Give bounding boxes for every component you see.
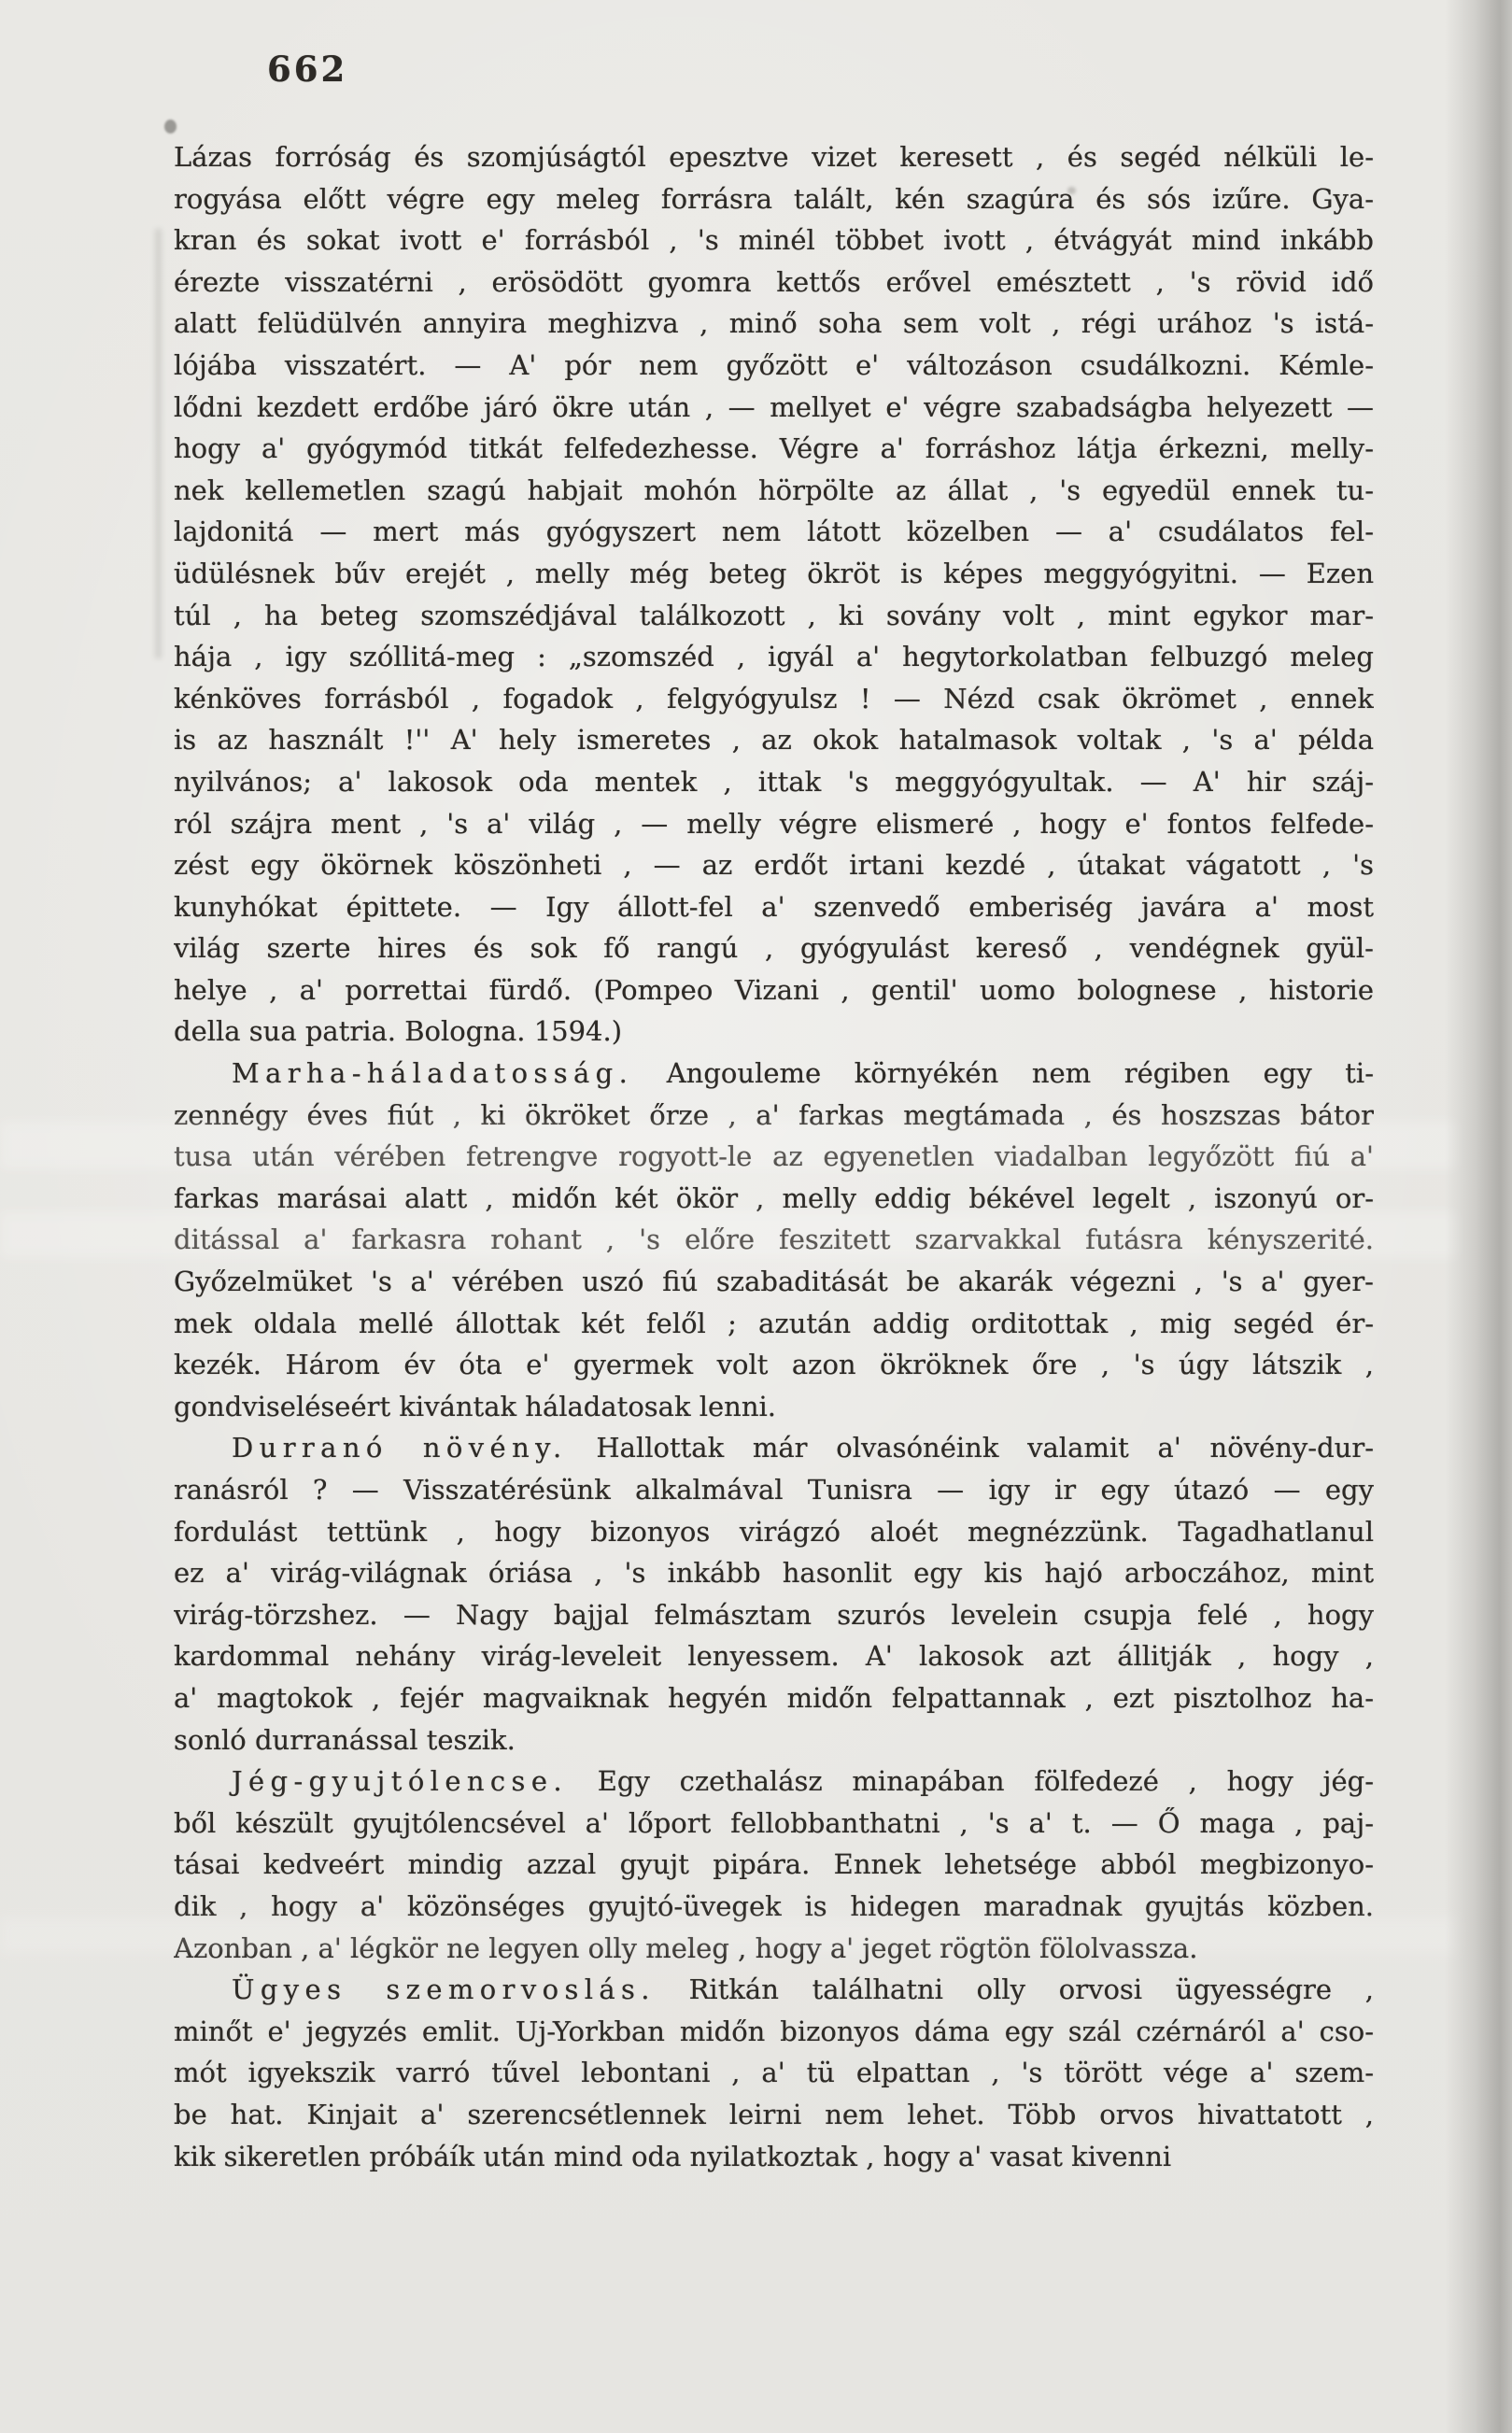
text-line: kunyhókat épittete. — Igy állott-fel a' szenvedő emberiség javára a' most (174, 890, 1374, 923)
text-line: gondviseléseért kivántak háladatosak lenni. (174, 1390, 777, 1422)
text-line: ez a' virág-világnak óriása , 's inkább hasonlit egy kis hajó arboczához, mint (174, 1557, 1374, 1590)
text-line: Lázas forróság és szomjúságtól epesztve vizet keresett , és segéd nélküli le- (174, 141, 1374, 173)
text-line: lójába visszatért. — A' pór nem győzött e' változáson csudálkozni. Kémle- (174, 348, 1374, 381)
text-line: a' magtokok , fejér magvaiknak hegyén midőn felpattannak , ezt pisztolhoz ha- (174, 1681, 1374, 1714)
section-heading: Ügyes szemorvoslás. (232, 1973, 656, 2006)
text-line: sonló durranással teszik. (174, 1723, 516, 1756)
page-number: 662 (267, 49, 348, 90)
page-edge-shadow (1445, 0, 1512, 2433)
text-line: virág-törzshez. — Nagy bajjal felmásztam szurós levelein csupja felé , hogy (174, 1598, 1374, 1631)
text-line: túl , ha beteg szomszédjával találkozott , ki sovány volt , mint egykor mar- (174, 599, 1374, 631)
text-line: nek kellemetlen szagú habjait mohón hörpölte az állat , 's egyedül ennek tu- (174, 474, 1374, 506)
text-line: tásai kedveért mindig azzal gyujt pipára. Ennek lehetsége abból megbizonyo- (174, 1848, 1374, 1881)
text-line: Jég-gyujtólencse. Egy czethalász minapában fölfedezé , hogy jég- (232, 1765, 1374, 1798)
ink-speck (164, 120, 177, 134)
text-line: zést egy ökörnek köszönheti , — az erdőt irtani kezdé , útakat vágatott , 's (174, 849, 1374, 882)
text-line: kezék. Három év óta e' gyermek volt azon ökröknek őre , 's úgy látszik , (174, 1349, 1374, 1381)
text-line: zennégy éves fiút , ki ökröket őrze , a' farkas megtámada , és hoszszas bátor (174, 1098, 1374, 1131)
text-line: kik sikeretlen próbáík után mind oda nyilatkoztak , hogy a' vasat kivenni (174, 2140, 1172, 2172)
text-line: hogy a' gyógymód titkát felfedezhesse. Végre a' forráshoz látja érkezni, melly- (174, 432, 1374, 465)
text-line: hája , igy szóllitá-meg : „szomszéd , igyál a' hegytorkolatban felbuzgó meleg (174, 641, 1374, 673)
text-line: üdülésnek bűv erejét , melly még beteg ökröt is képes meggyógyitni. — Ezen (174, 557, 1374, 589)
text-line: Marha-háladatosság. Angouleme környékén nem régiben egy ti- (232, 1057, 1374, 1090)
text-line: helye , a' porrettai fürdő. (Pompeo Vizani , gentil' uomo bolognese , historie (174, 973, 1374, 1006)
text-line: alatt felüdülvén annyira meghizva , minő soha sem volt , régi urához 's istá- (174, 307, 1374, 340)
text-line: ról szájra ment , 's a' világ , — melly végre elismeré , hogy e' fontos felfede- (174, 807, 1374, 840)
text-line: ditással a' farkasra rohant , 's előre feszitett szarvakkal futásra kényszerité. (174, 1224, 1374, 1256)
text-line: lődni kezdett erdőbe járó ökre után , — mellyet e' végre szabadságba helyezett — (174, 390, 1374, 423)
text-line: kran és sokat ivott e' forrásból , 's minél többet ivott , étvágyát mind inkább (174, 224, 1374, 257)
text-line: minőt e' jegyzés emlit. Uj-Yorkban midőn bizonyos dáma egy szál czérnáról a' cso- (174, 2015, 1374, 2047)
text-line: ből készült gyujtólencsével a' lőport fellobbanthatni , 's a' t. — Ő maga , paj- (174, 1806, 1374, 1839)
text-line: kénköves forrásból , fogadok , felgyógyulsz ! — Nézd csak ökrömet , ennek (174, 682, 1374, 714)
section-heading: Jég-gyujtólencse. (232, 1765, 568, 1798)
text-line: fordulást tettünk , hogy bizonyos virágzó aloét megnézzünk. Tagadhatlanul (174, 1515, 1374, 1548)
text-line: mót igyekszik varró tűvel lebontani , a' tü elpattan , 's törött vége a' szem- (174, 2057, 1374, 2089)
text-line: Ügyes szemorvoslás. Ritkán találhatni olly orvosi ügyességre , (232, 1973, 1374, 2006)
text-line: be hat. Kinjait a' szerencsétlennek leirni nem lehet. Több orvos hivattatott , (174, 2098, 1374, 2130)
text-line: Azonban , a' légkör ne legyen olly meleg , hogy a' jeget rögtön fölolvassza. (174, 1931, 1198, 1964)
text-line: dik , hogy a' közönséges gyujtó-üvegek is hidegen maradnak gyujtás közben. (174, 1889, 1374, 1922)
text-body (174, 136, 1374, 2177)
text-line: Durranó növény. Hallottak már olvasónéink valamit a' növény-dur- (232, 1432, 1374, 1464)
ink-speck (1067, 187, 1076, 194)
text-line: farkas marásai alatt , midőn két ökör , melly eddig békével legelt , iszonyú or- (174, 1181, 1374, 1214)
section-heading: Marha-háladatosság. (232, 1057, 634, 1090)
text-line: kardommal nehány virág-leveleit lenyessem. A' lakosok azt állitják , hogy , (174, 1640, 1374, 1673)
text-line: nyilvános; a' lakosok oda mentek , ittak 's meggyógyultak. — A' hir száj- (174, 765, 1374, 798)
text-line: Győzelmüket 's a' vérében uszó fiú szabaditását be akarák végezni , 's a' gyer- (174, 1266, 1374, 1298)
text-line: mek oldala mellé állottak két felől ; azután addig orditottak , mig segéd ér- (174, 1307, 1374, 1339)
text-line: érezte visszatérni , erösödött gyomra kettős erővel emésztett , 's rövid idő (174, 265, 1374, 298)
text-line: lajdonitá — mert más gyógyszert nem látott közelben — a' csudálatos fel- (174, 516, 1374, 548)
text-line: rogyása előtt végre egy meleg forrásra talált, kén szagúra és sós izűre. Gya- (174, 182, 1374, 215)
page-edge-smudge (155, 229, 162, 658)
text-line: világ szerte hires és sok fő rangú , gyógyulást kereső , vendégnek gyül- (174, 932, 1374, 965)
section-heading: Durranó növény. (232, 1432, 568, 1464)
text-line: della sua patria. Bologna. 1594.) (174, 1015, 623, 1048)
text-line: tusa után vérében fetrengve rogyott-le az egyenetlen viadalban legyőzött fiú a' (174, 1140, 1374, 1173)
text-line: is az használt !'' A' hely ismeretes , az okok hatalmasok voltak , 's a' példa (174, 724, 1374, 757)
text-line: ranásról ? — Visszatérésünk alkalmával Tunisra — igy ir egy útazó — egy (174, 1474, 1374, 1506)
